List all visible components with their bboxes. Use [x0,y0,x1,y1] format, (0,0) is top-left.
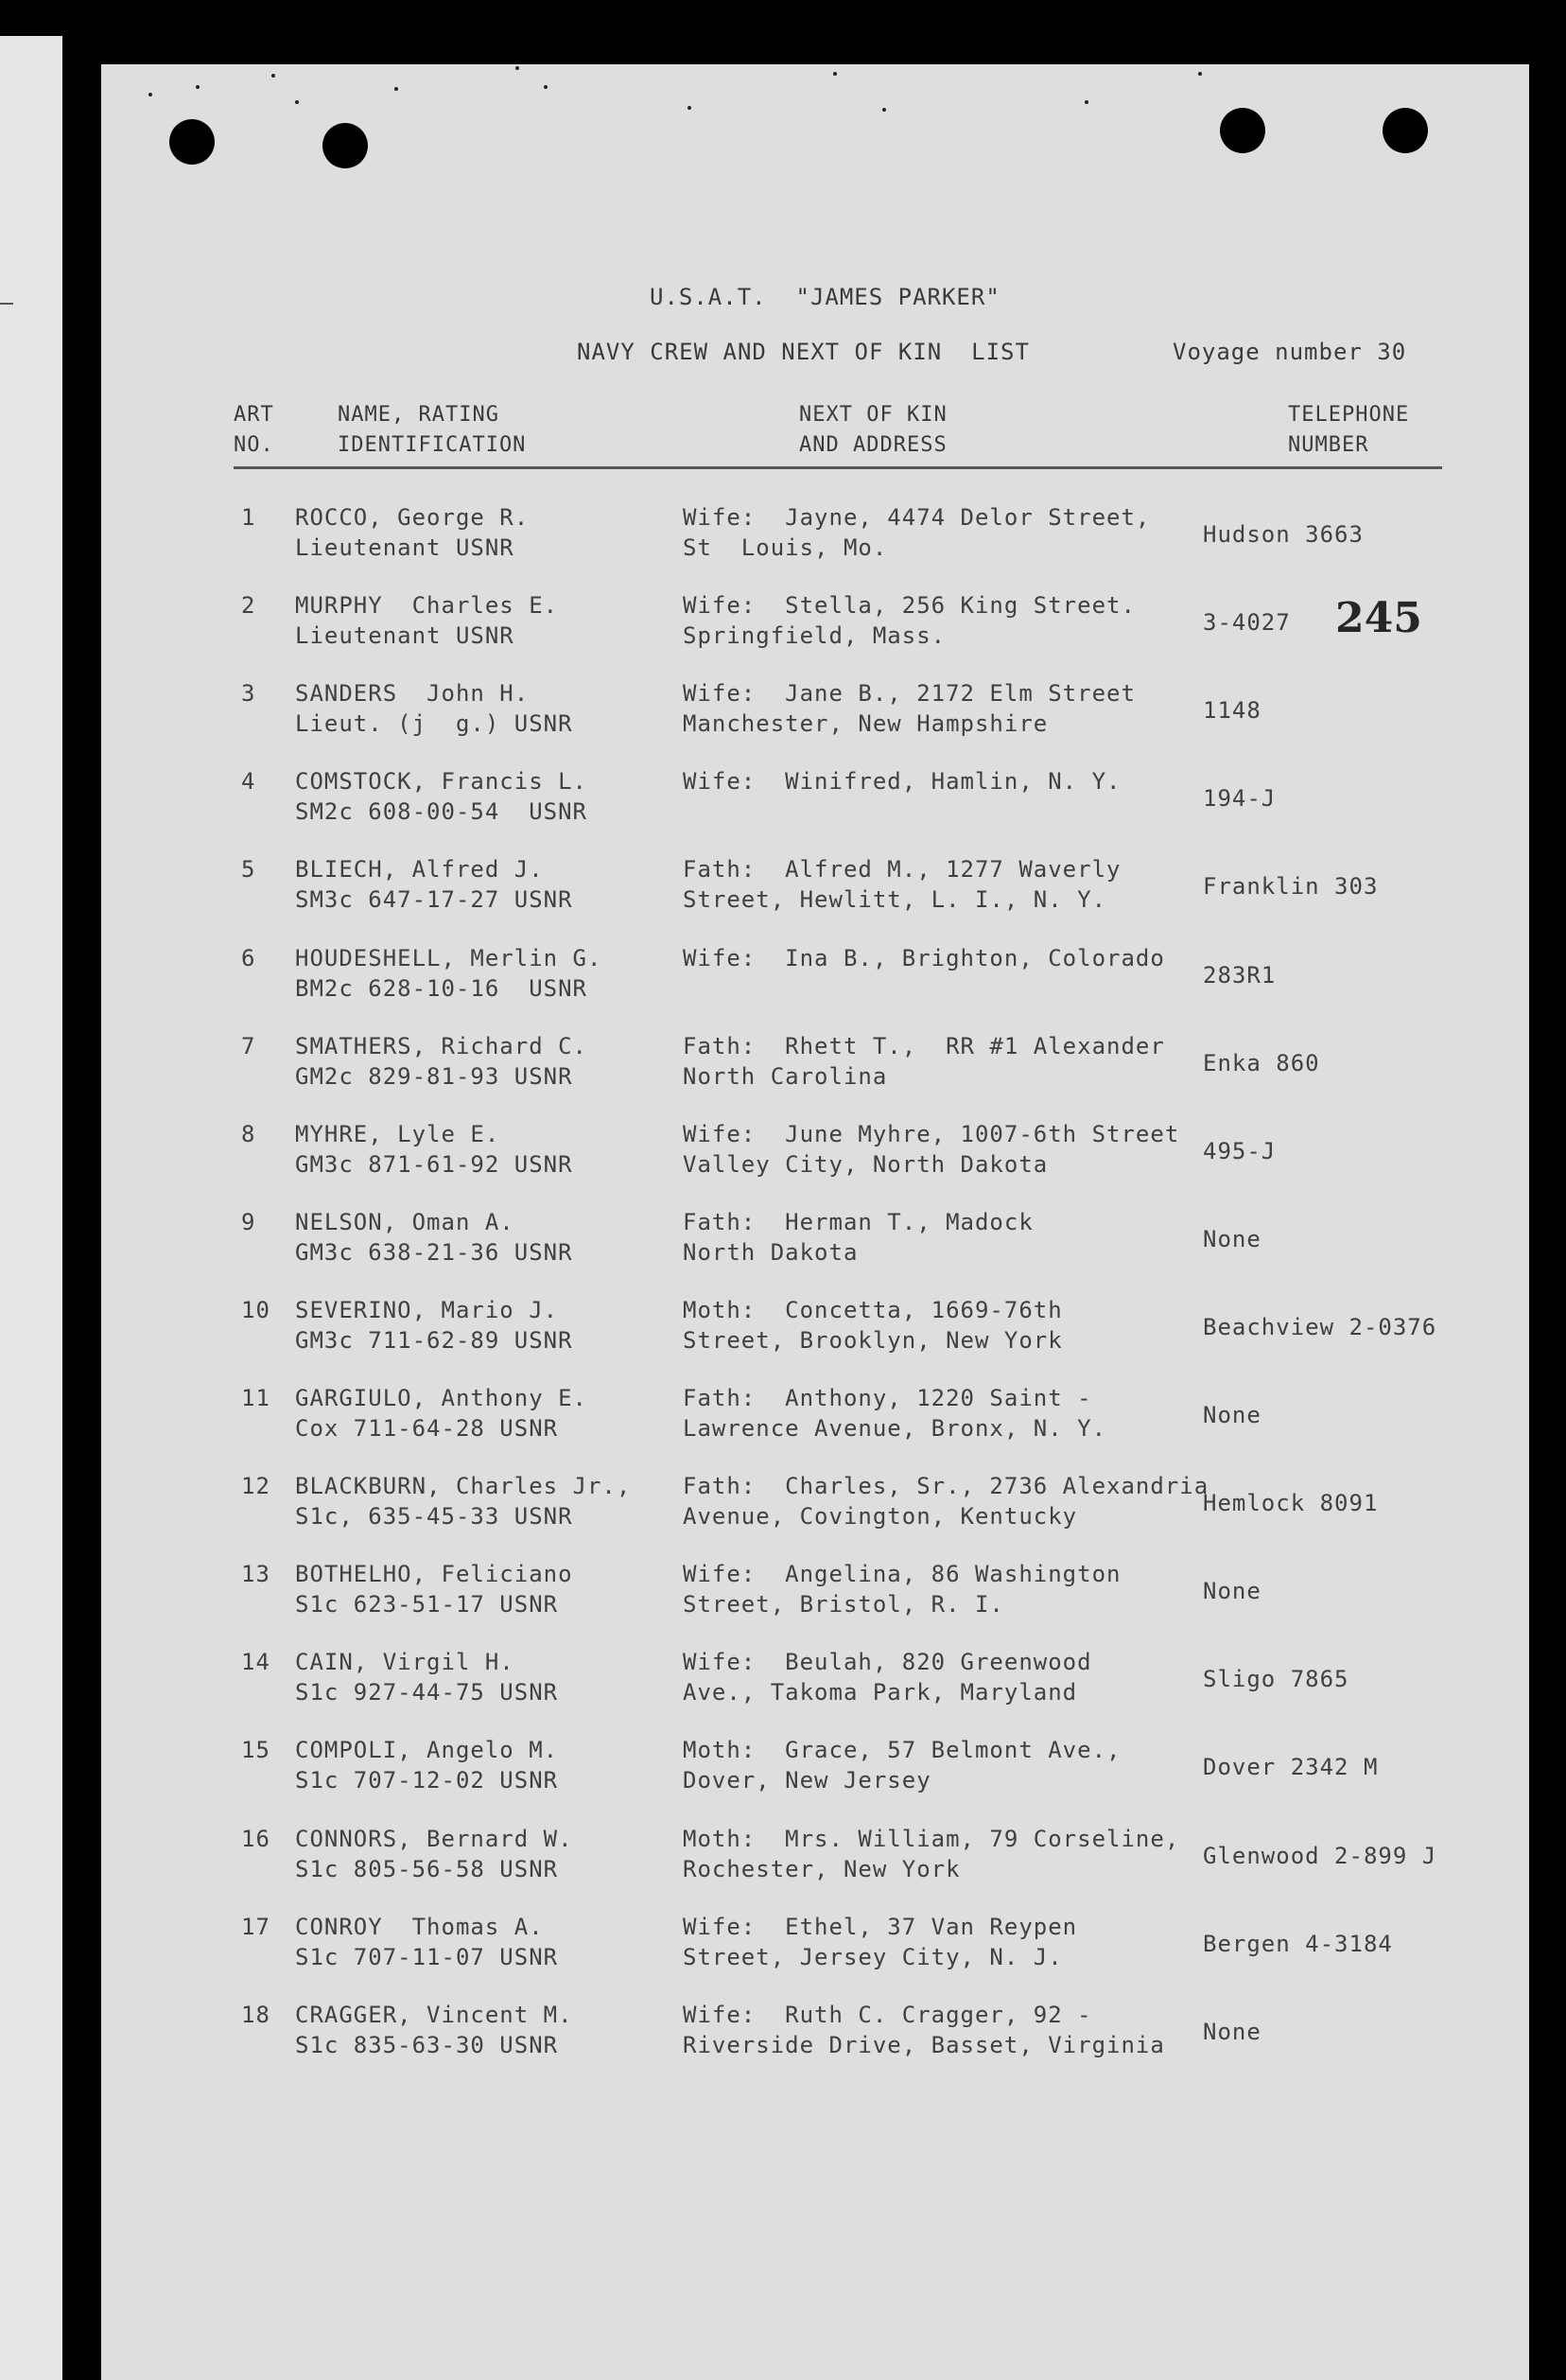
list-item [101,945,1529,1030]
row-number: 2 [241,592,256,620]
next-of-kin-line1: Moth: Concetta, 1669-76th [683,1296,1063,1323]
telephone-number: 1148 [1203,697,1262,725]
row-number: 12 [241,1473,270,1500]
list-item [101,1121,1529,1206]
crew-rating: S1c 927-44-75 USNR [295,1679,559,1706]
crew-name: NELSON, Oman A. [295,1208,514,1235]
list-item [101,1914,1529,1999]
next-of-kin-line2: Street, Jersey City, N. J. [683,1943,1063,1970]
next-of-kin-line2: Street, Hewlitt, L. I., N. Y. [683,886,1107,914]
crew-name: CAIN, Virgil H. [295,1649,514,1676]
list-item [101,504,1529,589]
crew-name: SMATHERS, Richard C. [295,1032,587,1059]
next-of-kin-line1: Moth: Mrs. William, 79 Corseline, [683,1825,1180,1852]
list-item [101,1826,1529,1911]
row-number: 1 [241,504,256,531]
list-item [101,1473,1529,1558]
next-of-kin-line2: Lawrence Avenue, Bronx, N. Y. [683,1415,1107,1442]
list-item [101,1649,1529,1734]
telephone-number: 194-J [1203,785,1277,813]
crew-name: BLACKBURN, Charles Jr., [295,1473,632,1500]
crew-name: MURPHY Charles E. [295,592,559,620]
crew-rating: S1c 805-56-58 USNR [295,1855,559,1882]
telephone-number: None [1203,1402,1262,1428]
crew-rating: S1c 835-63-30 USNR [295,2031,559,2058]
row-number: 17 [241,1913,270,1940]
row-number: 9 [241,1208,256,1235]
list-item [101,1561,1529,1646]
document-subtitle: NAVY CREW AND NEXT OF KIN LIST [577,339,1030,365]
next-of-kin-line1: Wife: Ruth C. Cragger, 92 - [683,2001,1092,2028]
next-of-kin-line2: St Louis, Mo. [683,534,888,561]
row-number: 5 [241,856,256,884]
list-item [101,592,1529,677]
header-rule [234,466,1442,469]
list-item [101,2002,1529,2087]
header-name-1: NAME, RATING [338,403,499,427]
next-of-kin-line2: North Carolina [683,1062,888,1090]
next-of-kin-line1: Wife: June Myhre, 1007-6th Street [683,1120,1180,1147]
next-of-kin-line1: Wife: Stella, 256 King Street. [683,592,1136,620]
document-title: U.S.A.T. "JAMES PARKER" [650,284,1000,310]
next-of-kin-line2: Street, Brooklyn, New York [683,1326,1063,1354]
next-of-kin-line2: Manchester, New Hampshire [683,710,1049,738]
strip-mark [0,303,13,305]
header-art-no-2: NO. [234,433,274,457]
list-item [101,768,1529,853]
next-of-kin-line1: Moth: Grace, 57 Belmont Ave., [683,1737,1122,1764]
row-number: 11 [241,1385,270,1411]
header-art-no-1: ART [234,403,274,427]
header-tel-2: NUMBER [1288,433,1369,457]
list-item [101,1385,1529,1470]
crew-name: BLIECH, Alfred J. [295,856,544,884]
crew-rating: S1c, 635-45-33 USNR [295,1503,573,1531]
crew-rating: Lieut. (j g.) USNR [295,710,573,738]
row-number: 15 [241,1737,270,1764]
crew-name: CONROY Thomas A. [295,1913,544,1940]
row-number: 16 [241,1825,270,1852]
telephone-number: Dover 2342 M [1203,1754,1379,1781]
next-of-kin-line2: Dover, New Jersey [683,1767,931,1794]
row-number: 3 [241,680,256,708]
next-of-kin-line1: Wife: Ina B., Brighton, Colorado [683,944,1165,971]
crew-name: CONNORS, Bernard W. [295,1825,573,1852]
crew-name: COMSTOCK, Francis L. [295,768,587,796]
crew-name: GARGIULO, Anthony E. [295,1385,587,1411]
crew-rating: BM2c 628-10-16 USNR [295,974,587,1002]
row-number: 7 [241,1032,256,1059]
crew-rating: GM2c 829-81-93 USNR [295,1062,573,1090]
paper-specks [139,64,1501,131]
left-margin-strip [0,36,62,2380]
telephone-number: Franklin 303 [1203,873,1379,901]
telephone-number: Hemlock 8091 [1203,1490,1379,1517]
crew-rating: Lieutenant USNR [295,622,514,650]
crew-name: CRAGGER, Vincent M. [295,2001,573,2028]
header-kin-1: NEXT OF KIN [799,403,948,427]
telephone-number: None [1203,1578,1262,1605]
telephone-number: 283R1 [1203,961,1277,989]
crew-rating: SM2c 608-00-54 USNR [295,798,587,826]
crew-name: HOUDESHELL, Merlin G. [295,944,602,971]
crew-name: COMPOLI, Angelo M. [295,1737,559,1764]
list-item [101,680,1529,765]
next-of-kin-line1: Fath: Herman T., Madock [683,1208,1034,1235]
telephone-number: None [1203,1225,1262,1252]
next-of-kin-line2: North Dakota [683,1238,859,1266]
telephone-number: None [1203,2018,1262,2045]
crew-rating: S1c 707-12-02 USNR [295,1767,559,1794]
document-page [101,64,1529,2380]
crew-rating: GM3c 638-21-36 USNR [295,1238,573,1266]
next-of-kin-line1: Fath: Alfred M., 1277 Waverly [683,856,1122,884]
crew-rating: SM3c 647-17-27 USNR [295,886,573,914]
list-item [101,1297,1529,1382]
telephone-number: 495-J [1203,1137,1277,1164]
header-name-2: IDENTIFICATION [338,433,527,457]
crew-rating: GM3c 871-61-92 USNR [295,1150,573,1178]
crew-rating: Cox 711-64-28 USNR [295,1415,559,1442]
list-item [101,856,1529,941]
next-of-kin-line2: Riverside Drive, Basset, Virginia [683,2031,1165,2058]
telephone-number: Enka 860 [1203,1049,1320,1076]
next-of-kin-line1: Wife: Jayne, 4474 Delor Street, [683,504,1151,531]
crew-name: ROCCO, George R. [295,504,530,531]
next-of-kin-line1: Fath: Rhett T., RR #1 Alexander [683,1032,1165,1059]
crew-name: MYHRE, Lyle E. [295,1120,500,1147]
row-number: 10 [241,1296,270,1323]
next-of-kin-line1: Wife: Beulah, 820 Greenwood [683,1649,1092,1676]
next-of-kin-line2: Springfield, Mass. [683,622,947,650]
next-of-kin-line1: Wife: Jane B., 2172 Elm Street [683,680,1136,708]
row-number: 8 [241,1120,256,1147]
crew-name: BOTHELHO, Feliciano [295,1561,573,1588]
next-of-kin-line2: Rochester, New York [683,1855,961,1882]
crew-name: SANDERS John H. [295,680,530,708]
page-number-stamp: 245 [1335,594,1422,642]
crew-rating: S1c 707-11-07 USNR [295,1943,559,1970]
row-number: 18 [241,2001,270,2028]
next-of-kin-line2: Ave., Takoma Park, Maryland [683,1679,1078,1706]
telephone-number: Beachview 2-0376 [1203,1313,1437,1340]
row-number: 14 [241,1649,270,1676]
next-of-kin-line2: Street, Bristol, R. I. [683,1591,1004,1619]
next-of-kin-line1: Wife: Angelina, 86 Washington [683,1561,1122,1588]
crew-rating: Lieutenant USNR [295,534,514,561]
crew-rating: GM3c 711-62-89 USNR [295,1326,573,1354]
header-kin-2: AND ADDRESS [799,433,948,457]
row-number: 13 [241,1561,270,1588]
crew-rating: S1c 623-51-17 USNR [295,1591,559,1619]
list-item [101,1033,1529,1118]
telephone-number: Glenwood 2-899 J [1203,1842,1437,1869]
next-of-kin-line2: Avenue, Covington, Kentucky [683,1503,1078,1531]
telephone-number: 3-4027 [1203,609,1291,637]
telephone-number: Bergen 4-3184 [1203,1930,1393,1957]
telephone-number: Sligo 7865 [1203,1666,1349,1693]
next-of-kin-line1: Wife: Ethel, 37 Van Reypen [683,1913,1078,1940]
header-tel-1: TELEPHONE [1288,403,1410,427]
next-of-kin-line1: Fath: Charles, Sr., 2736 Alexandria [683,1473,1209,1500]
next-of-kin-line2: Valley City, North Dakota [683,1150,1049,1178]
crew-name: SEVERINO, Mario J. [295,1296,559,1323]
list-item [101,1209,1529,1294]
telephone-number: Hudson 3663 [1203,521,1364,548]
row-number: 6 [241,944,256,971]
next-of-kin-line1: Wife: Winifred, Hamlin, N. Y. [683,768,1122,796]
list-item [101,1737,1529,1822]
next-of-kin-line1: Fath: Anthony, 1220 Saint - [683,1385,1092,1411]
voyage-number: Voyage number 30 [1173,339,1407,365]
row-number: 4 [241,768,256,796]
